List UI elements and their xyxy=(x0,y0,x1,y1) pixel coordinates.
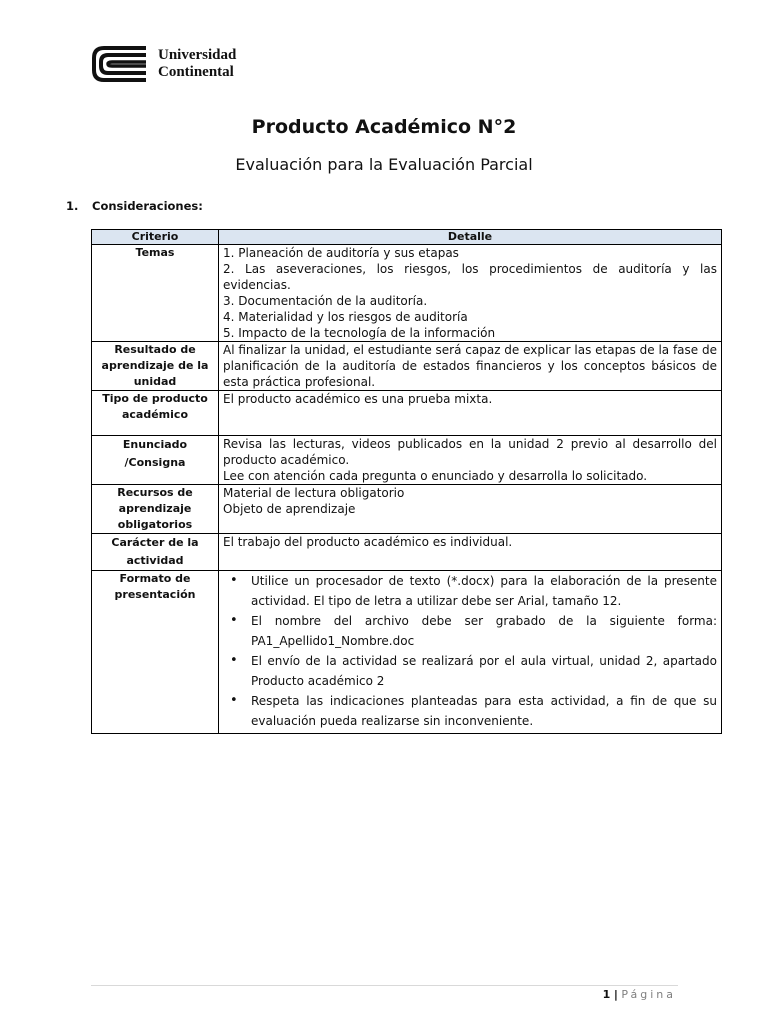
criterion-cell: Carácter de la actividad xyxy=(92,534,219,571)
detail-cell xyxy=(219,245,722,342)
document-subtitle: Evaluación para la Evaluación Parcial xyxy=(235,155,533,174)
detail-line: Lee con atención cada pregunta o enunciado y desarrolla lo solicitado. xyxy=(223,469,648,483)
detail-line: Al finalizar la unidad, el estudiante será capaz de explicar las etapas de la fase de planificación de la auditoría de estados financieros y los conceptos básicos de esta práctica profesional. xyxy=(223,343,717,389)
criterion-cell: Tipo de producto académico xyxy=(92,391,219,436)
logo-line2: Continental xyxy=(158,64,234,80)
table-row xyxy=(92,342,722,391)
section-number: 1. xyxy=(66,199,79,213)
detail-line: 4. Materialidad y los riesgos de auditoría xyxy=(223,310,468,324)
criterion-cell: Resultado de aprendizaje de la unidad xyxy=(92,342,219,391)
logo-wordmark xyxy=(158,47,236,81)
logo-line1: Universidad xyxy=(158,47,237,63)
section-heading xyxy=(66,199,203,213)
list-item: • Utilice un procesador de texto (*.docx) para la elaboración de la presente actividad. El tipo de letra a utilizar debe ser Arial, tamaño 12. xyxy=(223,571,717,611)
detail-line: 3. Documentación de la auditoría. xyxy=(223,294,428,308)
list-item: • El envío de la actividad se realizará por el aula virtual, unidad 2, apartado Producto académico 2 xyxy=(223,651,717,691)
footer-separator: | xyxy=(613,988,618,1001)
university-logo xyxy=(90,42,236,86)
detail-line: 1. Planeación de auditoría y sus etapas xyxy=(223,246,459,260)
detail-cell xyxy=(219,342,722,391)
table-row xyxy=(92,436,722,485)
detail-cell xyxy=(219,534,722,571)
considerations-table xyxy=(91,229,722,734)
table-row xyxy=(92,245,722,342)
table-row xyxy=(92,534,722,571)
detail-cell xyxy=(219,571,722,734)
footer-divider xyxy=(91,985,678,986)
section-title: Consideraciones: xyxy=(92,199,203,213)
table-row xyxy=(92,391,722,436)
detail-line: Revisa las lecturas, videos publicados en la unidad 2 previo al desarrollo del producto académico. xyxy=(223,437,717,467)
header-criterio: Criterio xyxy=(92,230,219,245)
detail-line: 5. Impacto de la tecnología de la información xyxy=(223,326,496,340)
table-header-row xyxy=(92,230,722,245)
detail-line: 2. Las aseveraciones, los riesgos, los procedimientos de auditoría y las evidencias. xyxy=(223,262,717,292)
detail-line: El producto académico es una prueba mixta. xyxy=(223,392,493,406)
criterion-cell: Enunciado /Consigna xyxy=(92,436,219,485)
list-item: • Respeta las indicaciones planteadas para esta actividad, a fin de que su evaluación pueda realizarse sin inconveniente. xyxy=(223,691,717,731)
table-row xyxy=(92,485,722,534)
detail-line: Material de lectura obligatorio xyxy=(223,486,405,500)
document-title: Producto Académico N°2 xyxy=(251,116,517,138)
list-item: • El nombre del archivo debe ser grabado de la siguiente forma: PA1_Apellido1_Nombre.doc xyxy=(223,611,717,651)
criterion-cell: Recursos de aprendizaje obligatorios xyxy=(92,485,219,534)
page-footer xyxy=(603,988,676,1001)
detail-line: El trabajo del producto académico es individual. xyxy=(223,535,513,549)
detail-cell xyxy=(219,391,722,436)
detail-cell xyxy=(219,436,722,485)
criterion-cell: Temas xyxy=(92,245,219,342)
format-list xyxy=(223,571,717,733)
detail-cell xyxy=(219,485,722,534)
university-logo-icon xyxy=(90,42,150,86)
page-label: Página xyxy=(621,988,676,1001)
table-row xyxy=(92,571,722,734)
page-number: 1 xyxy=(602,988,611,1001)
header-detalle: Detalle xyxy=(219,230,722,245)
criterion-cell: Formato de presentación xyxy=(92,571,219,734)
detail-line: Objeto de aprendizaje xyxy=(223,502,356,516)
